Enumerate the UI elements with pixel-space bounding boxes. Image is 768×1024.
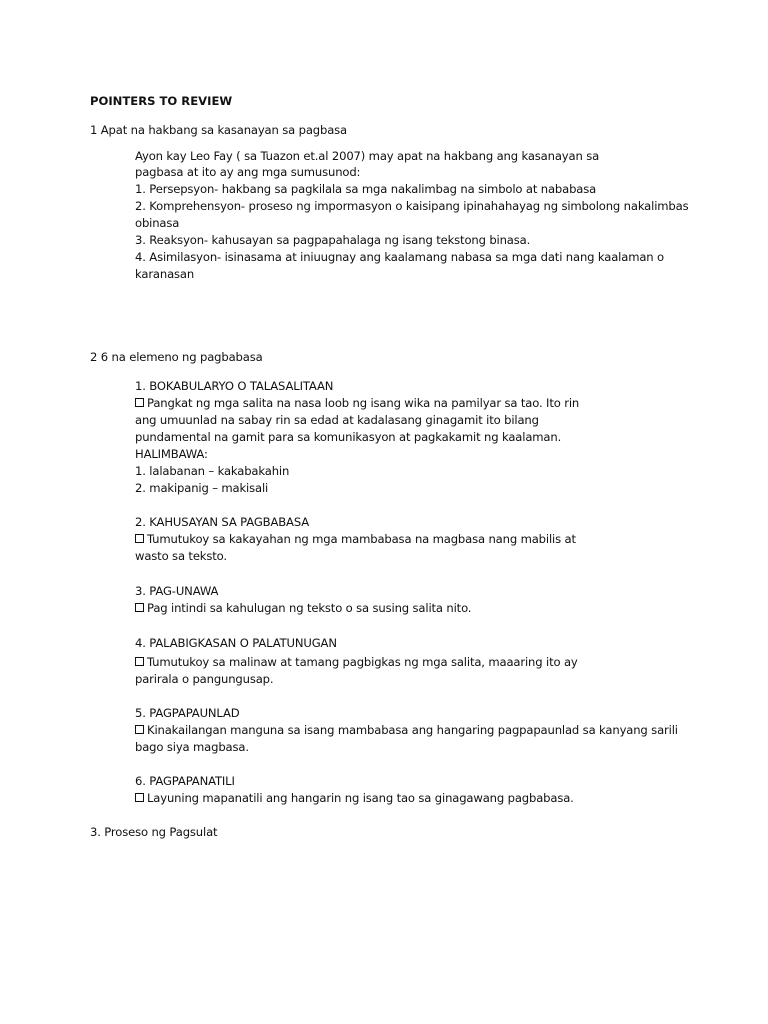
section1-line: 4. Asimilasyon- isinasama at iniuugnay ang kaalamang nabasa sa mga dati nang kaalaman o xyxy=(135,250,664,264)
element-line: Tumutukoy sa kakayahan ng mga mambabasa na magbasa nang mabilis at xyxy=(135,531,576,547)
element-line: bago siya magbasa. xyxy=(135,740,249,754)
section1-line: Ayon kay Leo Fay ( sa Tuazon et.al 2007) may apat na hakbang ang kasanayan sa xyxy=(135,149,600,163)
section1-line: 1. Persepsyon- hakbang sa pagkilala sa mga nakalimbag na simbolo at nababasa xyxy=(135,182,597,196)
element-line: ang umuunlad na sabay rin sa edad at kadalasang ginagamit ito bilang xyxy=(135,413,539,427)
element-title: 3. PAG-UNAWA xyxy=(135,584,219,598)
section1-line: 3. Reaksyon- kahusayan sa pagpapahalaga ng isang tekstong binasa. xyxy=(135,233,531,247)
section1-line: obinasa xyxy=(135,216,180,230)
checkbox-bullet-icon xyxy=(135,534,144,543)
element-line: HALIMBAWA: xyxy=(135,447,208,461)
element-title: 6. PAGPAPANATILI xyxy=(135,774,235,788)
page-title: POINTERS TO REVIEW xyxy=(90,94,233,108)
checkbox-bullet-icon xyxy=(135,657,144,666)
element-line: wasto sa teksto. xyxy=(135,549,227,563)
element-line: 2. makipanig – makisali xyxy=(135,481,269,495)
element-line: 1. lalabanan – kakabakahin xyxy=(135,464,290,478)
section1-line: karanasan xyxy=(135,267,195,281)
element-line: Layuning mapanatili ang hangarin ng isang tao sa ginagawang pagbabasa. xyxy=(135,790,574,806)
element-line: parirala o pangungusap. xyxy=(135,672,274,686)
element-title: 4. PALABIGKASAN O PALATUNUGAN xyxy=(135,636,337,650)
element-line: Kinakailangan manguna sa isang mambabasa ang hangaring pagpapaunlad sa kanyang sarili xyxy=(135,722,678,738)
section2-heading: 2 6 na elemeno ng pagbabasa xyxy=(90,350,263,364)
section1-line: pagbasa at ito ay ang mga sumusunod: xyxy=(135,165,361,179)
checkbox-bullet-icon xyxy=(135,398,144,407)
section1-line: 2. Komprehensyon- proseso ng impormasyon o kaisipang ipinahahayag ng simbolong nakalimbas xyxy=(135,199,689,213)
element-line: Tumutukoy sa malinaw at tamang pagbigkas ng mga salita, maaaring ito ay xyxy=(135,654,578,670)
checkbox-bullet-icon xyxy=(135,603,144,612)
element-title: 1. BOKABULARYO O TALASALITAAN xyxy=(135,379,334,393)
element-title: 2. KAHUSAYAN SA PAGBABASA xyxy=(135,515,310,529)
checkbox-bullet-icon xyxy=(135,725,144,734)
checkbox-bullet-icon xyxy=(135,793,144,802)
element-line: Pangkat ng mga salita na nasa loob ng isang wika na pamilyar sa tao. Ito rin xyxy=(135,395,579,411)
element-title: 5. PAGPAPAUNLAD xyxy=(135,706,240,720)
element-line: Pag intindi sa kahulugan ng teksto o sa susing salita nito. xyxy=(135,600,471,616)
section1-heading: 1 Apat na hakbang sa kasanayan sa pagbasa xyxy=(90,123,348,137)
element-line: pundamental na gamit para sa komunikasyon at pagkakamit ng kaalaman. xyxy=(135,430,562,444)
section3-heading: 3. Proseso ng Pagsulat xyxy=(90,825,218,839)
